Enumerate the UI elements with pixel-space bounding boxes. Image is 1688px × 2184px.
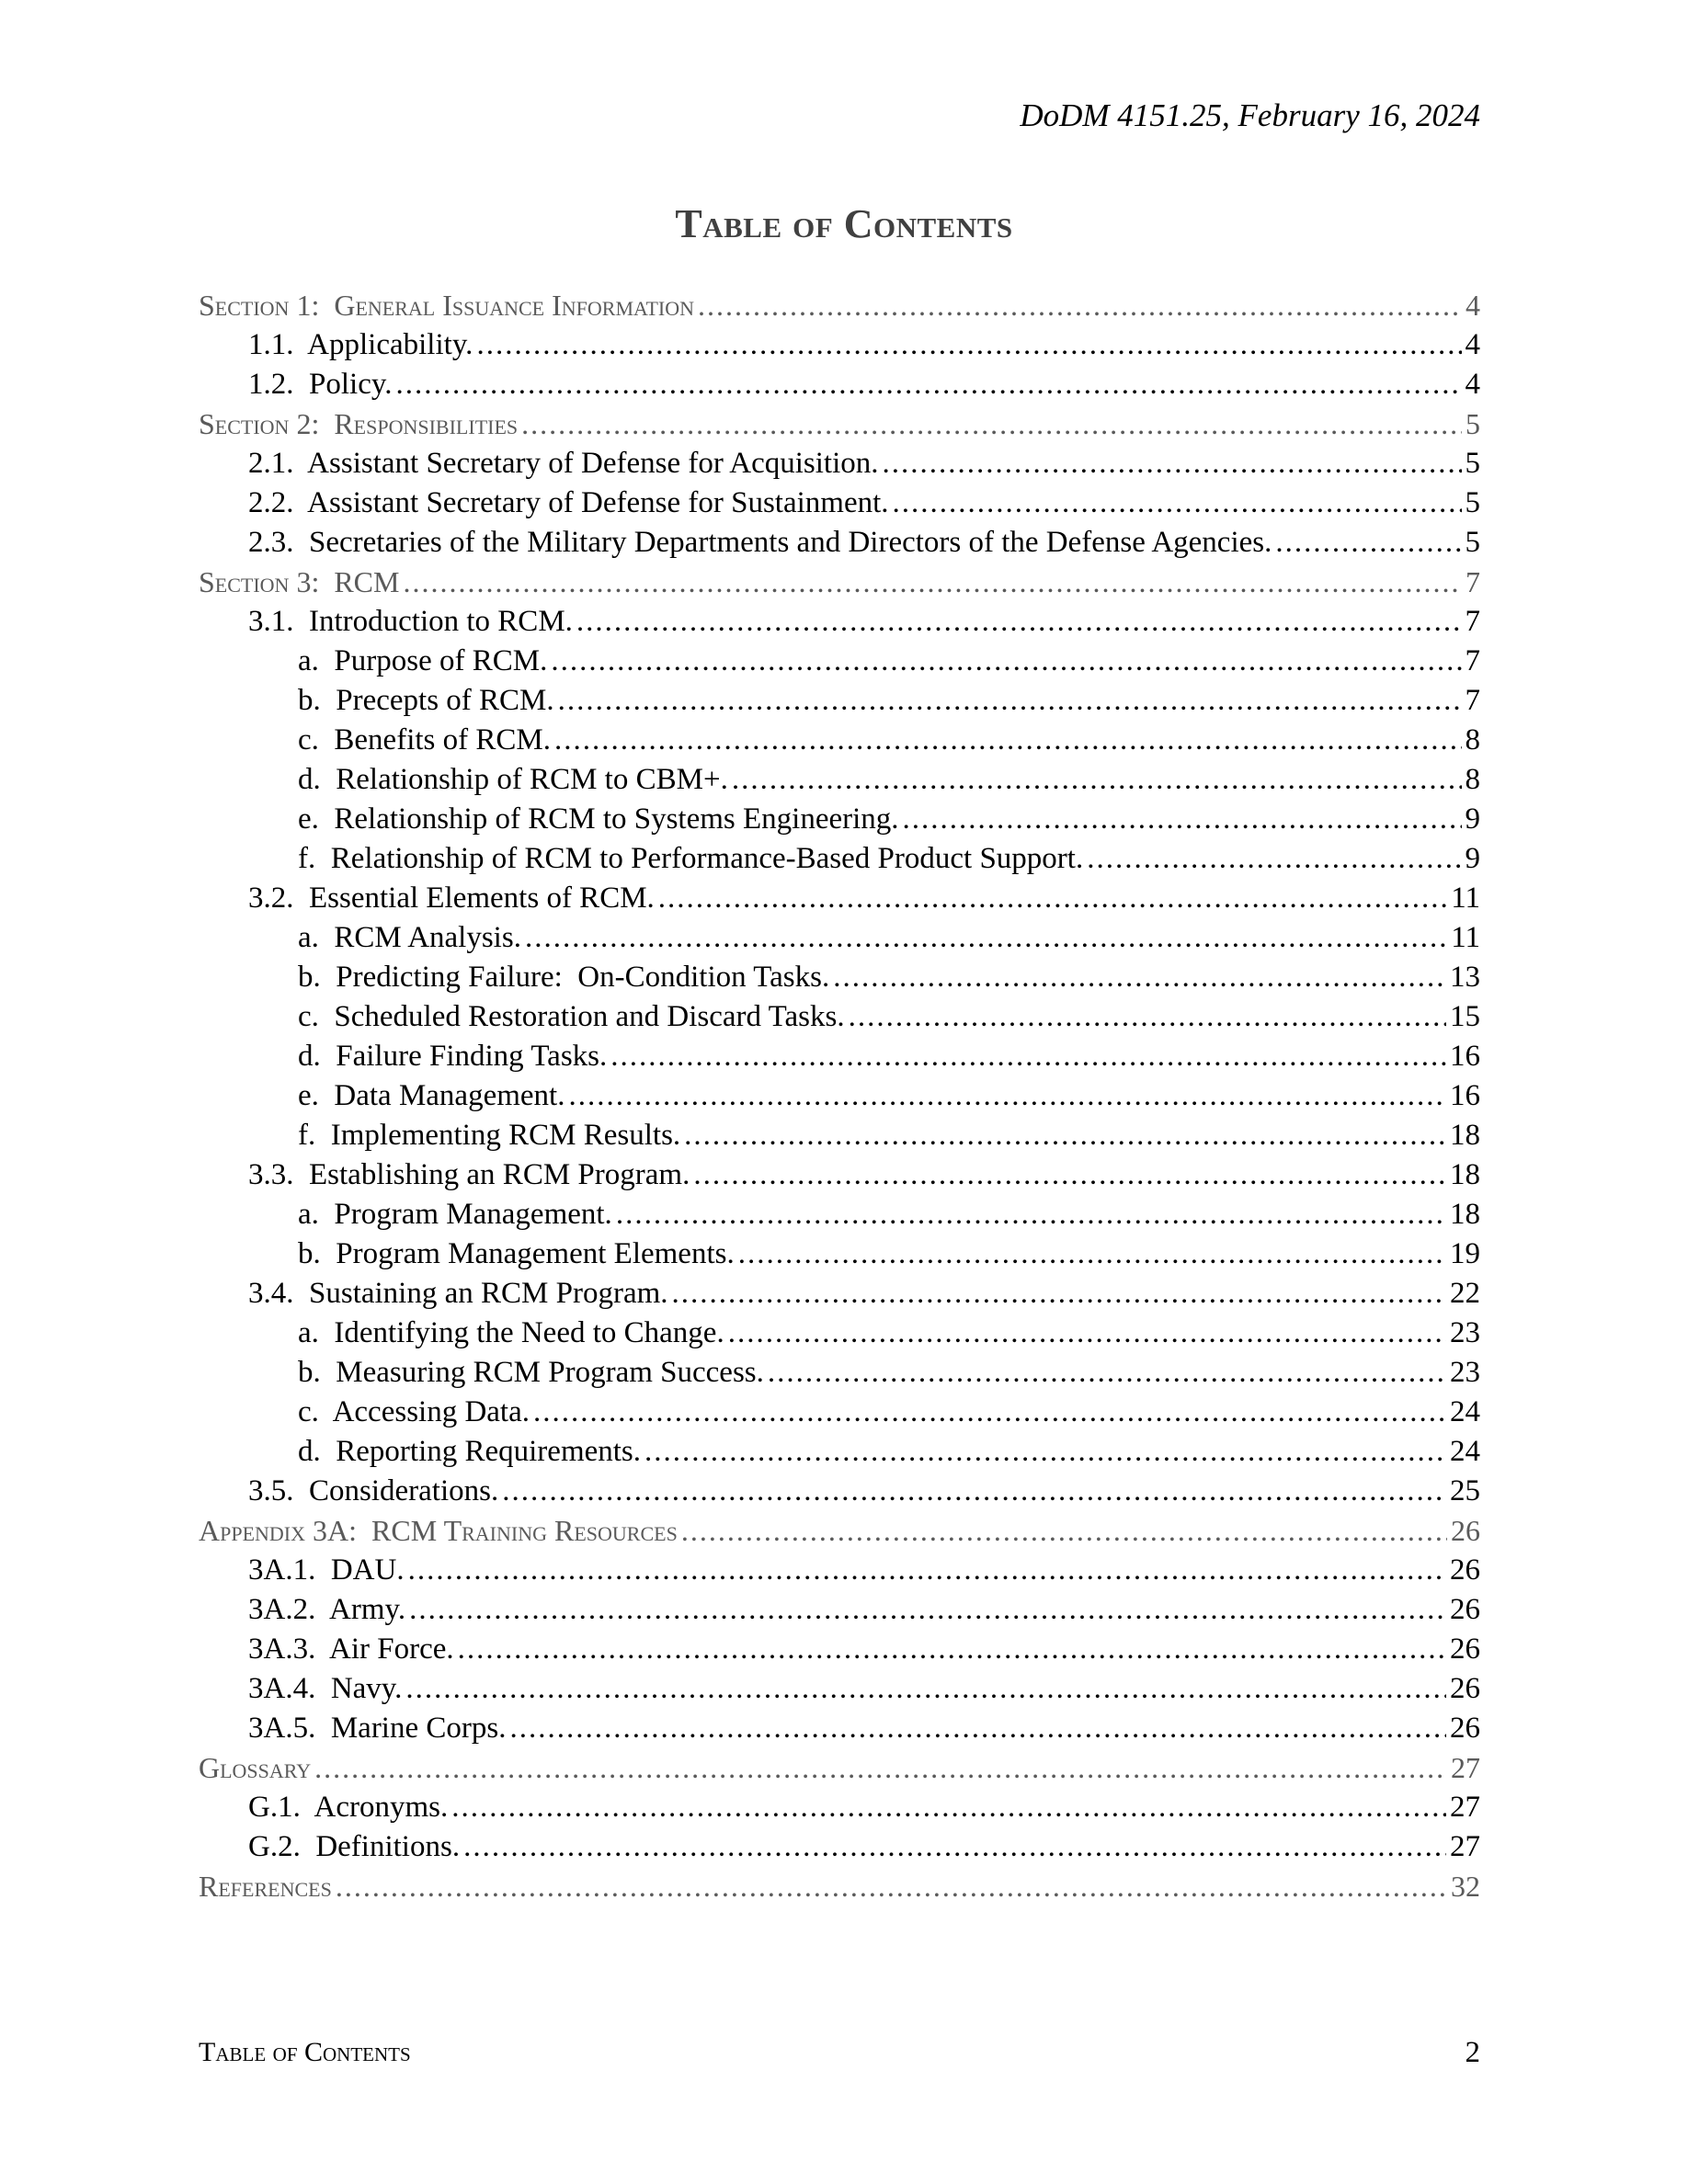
toc-entry-page-number: 11	[1451, 921, 1480, 954]
toc-dot-leader	[1087, 839, 1461, 879]
toc-entry-title: f. Relationship of RCM to Performance-Based Product Support.	[298, 842, 1084, 875]
toc-entry[interactable]	[199, 642, 1480, 681]
toc-dot-leader	[849, 997, 1446, 1037]
toc-entry[interactable]	[199, 1432, 1480, 1472]
toc-entry-title: b. Predicting Failure: On-Condition Tasks.	[298, 961, 830, 994]
toc-dot-leader	[458, 1630, 1446, 1669]
toc-dot-leader	[658, 879, 1447, 918]
toc-dot-leader	[738, 1234, 1446, 1274]
toc-entry-title: b. Measuring RCM Program Success.	[298, 1356, 764, 1389]
toc-entry-page-number: 8	[1465, 723, 1480, 756]
toc-entry[interactable]	[199, 483, 1480, 523]
toc-dot-leader	[476, 325, 1461, 365]
toc-entry-title: d. Reporting Requirements.	[298, 1435, 642, 1468]
toc-entry-page-number: 16	[1450, 1040, 1480, 1073]
toc-entry[interactable]	[199, 721, 1480, 760]
toc-entry-page-number: 7	[1466, 565, 1480, 598]
toc-entry[interactable]	[199, 997, 1480, 1037]
toc-section-entry[interactable]	[199, 1748, 1480, 1788]
toc-entry-page-number: 4	[1466, 289, 1480, 322]
toc-entry-page-number: 16	[1450, 1079, 1480, 1112]
toc-entry-page-number: 26	[1450, 1712, 1480, 1745]
toc-entry-title: 3.1. Introduction to RCM.	[248, 605, 573, 638]
toc-entry[interactable]	[199, 602, 1480, 642]
toc-entry[interactable]	[199, 1234, 1480, 1274]
toc-entry-title: 3A.2. Army.	[248, 1593, 406, 1626]
toc-entry-page-number: 26	[1450, 1553, 1480, 1587]
toc-entry[interactable]	[199, 365, 1480, 404]
toc-dot-leader	[336, 1867, 1447, 1906]
toc-entry-title: 3.4. Sustaining an RCM Program.	[248, 1277, 668, 1310]
toc-section-entry[interactable]	[199, 286, 1480, 325]
toc-entry-title: Glossary	[199, 1751, 312, 1784]
toc-entry-title: 3A.1. DAU.	[248, 1553, 405, 1587]
toc-entry-title: d. Relationship of RCM to CBM+.	[298, 763, 728, 796]
toc-dot-leader	[451, 1788, 1446, 1827]
toc-entry-title: a. Purpose of RCM.	[298, 644, 548, 677]
toc-dot-leader	[672, 1274, 1446, 1314]
toc-section-entry[interactable]	[199, 1867, 1480, 1906]
toc-entry-page-number: 32	[1451, 1870, 1480, 1903]
toc-entry-page-number: 13	[1450, 961, 1480, 994]
toc-dot-leader	[698, 286, 1462, 325]
toc-entry-page-number: 5	[1465, 486, 1480, 519]
toc-dot-leader	[1275, 523, 1461, 563]
toc-entry-page-number: 11	[1451, 882, 1480, 915]
toc-entry-title: Section 1: General Issuance Information	[199, 289, 695, 322]
toc-entry-page-number: 27	[1450, 1791, 1480, 1824]
toc-entry[interactable]	[199, 1314, 1480, 1353]
toc-entry-title: 3A.4. Navy.	[248, 1672, 403, 1705]
toc-entry-title: G.2. Definitions.	[248, 1830, 461, 1863]
toc-entry-title: 3.5. Considerations.	[248, 1474, 499, 1507]
toc-entry-page-number: 24	[1450, 1395, 1480, 1428]
toc-entry[interactable]	[199, 1076, 1480, 1116]
toc-dot-leader	[610, 1037, 1446, 1076]
toc-entry-title: d. Failure Finding Tasks.	[298, 1040, 608, 1073]
toc-entry[interactable]	[199, 1590, 1480, 1630]
toc-entry[interactable]	[199, 1551, 1480, 1590]
toc-entry-page-number: 27	[1450, 1830, 1480, 1863]
toc-dot-leader	[903, 800, 1462, 839]
document-header: DoDM 4151.25, February 16, 2024	[1020, 97, 1480, 133]
toc-section-entry[interactable]	[199, 563, 1480, 602]
toc-entry-page-number: 23	[1450, 1316, 1480, 1349]
toc-entry-title: 1.1. Applicability.	[248, 328, 473, 361]
toc-entry-page-number: 26	[1450, 1593, 1480, 1626]
toc-dot-leader	[502, 1472, 1446, 1511]
toc-entry-page-number: 4	[1465, 368, 1480, 401]
toc-dot-leader	[509, 1709, 1446, 1748]
toc-entry-title: 1.2. Policy.	[248, 368, 393, 401]
toc-section-entry[interactable]	[199, 1511, 1480, 1551]
toc-entry[interactable]	[199, 444, 1480, 483]
toc-entry[interactable]	[199, 1669, 1480, 1709]
toc-dot-leader	[768, 1353, 1446, 1393]
toc-entry-page-number: 15	[1450, 1000, 1480, 1033]
toc-entry-title: G.1. Acronyms.	[248, 1791, 449, 1824]
toc-dot-leader	[681, 1511, 1447, 1551]
toc-entry-page-number: 7	[1465, 605, 1480, 638]
toc-dot-leader	[408, 1551, 1446, 1590]
toc-dot-leader	[314, 1748, 1447, 1788]
toc-entry-title: a. Program Management.	[298, 1198, 612, 1231]
toc-entry-title: 3.3. Establishing an RCM Program.	[248, 1158, 690, 1191]
toc-dot-leader	[409, 1590, 1446, 1630]
toc-dot-leader	[558, 681, 1462, 721]
toc-dot-leader	[554, 721, 1462, 760]
toc-entry-title: 3A.5. Marine Corps.	[248, 1712, 507, 1745]
toc-entry[interactable]	[199, 1709, 1480, 1748]
toc-dot-leader	[893, 483, 1462, 523]
toc-dot-leader	[728, 1314, 1446, 1353]
table-of-contents	[199, 286, 1480, 1906]
toc-entry-page-number: 24	[1450, 1435, 1480, 1468]
toc-entry-page-number: 8	[1465, 763, 1480, 796]
toc-entry[interactable]	[199, 1116, 1480, 1155]
toc-entry-page-number: 26	[1450, 1672, 1480, 1705]
toc-entry-page-number: 5	[1465, 526, 1480, 559]
toc-entry[interactable]	[199, 681, 1480, 721]
toc-entry[interactable]	[199, 1274, 1480, 1314]
toc-entry-page-number: 25	[1450, 1474, 1480, 1507]
toc-entry[interactable]	[199, 1353, 1480, 1393]
toc-dot-leader	[533, 1393, 1446, 1432]
toc-entry-page-number: 5	[1465, 447, 1480, 480]
toc-entry-title: 2.1. Assistant Secretary of Defense for Acquisition.	[248, 447, 879, 480]
toc-entry-page-number: 23	[1450, 1356, 1480, 1389]
toc-entry-title: 2.3. Secretaries of the Military Departments and Directors of the Defense Agencies.	[248, 526, 1272, 559]
toc-entry-page-number: 5	[1466, 407, 1480, 440]
toc-dot-leader	[883, 444, 1462, 483]
toc-entry[interactable]	[199, 879, 1480, 918]
toc-entry-page-number: 9	[1465, 842, 1480, 875]
footer-page-number: 2	[1465, 2036, 1480, 2069]
toc-entry-page-number: 7	[1465, 684, 1480, 717]
toc-entry[interactable]	[199, 1827, 1480, 1867]
toc-dot-leader	[403, 563, 1462, 602]
toc-entry[interactable]	[199, 918, 1480, 958]
toc-entry[interactable]	[199, 523, 1480, 563]
toc-entry[interactable]	[199, 800, 1480, 839]
toc-entry-page-number: 26	[1450, 1632, 1480, 1666]
toc-entry-title: c. Accessing Data.	[298, 1395, 530, 1428]
toc-entry[interactable]	[199, 1195, 1480, 1234]
toc-dot-leader	[395, 365, 1461, 404]
toc-entry-page-number: 7	[1465, 644, 1480, 677]
toc-entry-page-number: 18	[1450, 1119, 1480, 1152]
toc-entry-title: e. Data Management.	[298, 1079, 565, 1112]
toc-dot-leader	[525, 918, 1447, 958]
footer-section-label: Table of Contents	[199, 2037, 411, 2067]
toc-entry-page-number: 18	[1450, 1198, 1480, 1231]
toc-entry-title: a. Identifying the Need to Change.	[298, 1316, 724, 1349]
toc-entry-title: 3A.3. Air Force.	[248, 1632, 454, 1666]
toc-dot-leader	[616, 1195, 1446, 1234]
toc-dot-leader	[551, 642, 1461, 681]
toc-entry-title: Appendix 3A: RCM Training Resources	[199, 1514, 678, 1547]
toc-entry-page-number: 27	[1451, 1751, 1480, 1784]
toc-entry[interactable]	[199, 760, 1480, 800]
toc-entry-title: 3.2. Essential Elements of RCM.	[248, 882, 655, 915]
toc-entry-page-number: 9	[1465, 802, 1480, 836]
toc-dot-leader	[576, 602, 1462, 642]
toc-entry-title: b. Program Management Elements.	[298, 1237, 735, 1270]
toc-entry-title: c. Benefits of RCM.	[298, 723, 551, 756]
toc-entry-page-number: 22	[1450, 1277, 1480, 1310]
toc-dot-leader	[732, 760, 1462, 800]
toc-entry-title: References	[199, 1870, 332, 1903]
toc-entry-title: c. Scheduled Restoration and Discard Tasks.	[298, 1000, 845, 1033]
toc-entry[interactable]	[199, 839, 1480, 879]
toc-section-entry[interactable]	[199, 404, 1480, 444]
toc-entry[interactable]	[199, 325, 1480, 365]
toc-dot-leader	[463, 1827, 1446, 1867]
toc-entry-page-number: 19	[1450, 1237, 1480, 1270]
toc-dot-leader	[405, 1669, 1446, 1709]
toc-entry-title: Section 3: RCM	[199, 565, 400, 598]
toc-entry[interactable]	[199, 1037, 1480, 1076]
toc-entry-title: Section 2: Responsibilities	[199, 407, 519, 440]
page-title: Table of Contents	[675, 201, 1013, 246]
toc-dot-leader	[521, 404, 1462, 444]
toc-entry-page-number: 4	[1465, 328, 1480, 361]
toc-entry[interactable]	[199, 958, 1480, 997]
toc-dot-leader	[568, 1076, 1446, 1116]
toc-dot-leader	[644, 1432, 1446, 1472]
toc-entry-title: e. Relationship of RCM to Systems Engineering.	[298, 802, 899, 836]
toc-entry[interactable]	[199, 1788, 1480, 1827]
toc-entry-page-number: 26	[1451, 1514, 1480, 1547]
toc-entry-title: 2.2. Assistant Secretary of Defense for Sustainment.	[248, 486, 889, 519]
toc-entry[interactable]	[199, 1393, 1480, 1432]
toc-entry-title: f. Implementing RCM Results.	[298, 1119, 681, 1152]
toc-entry-page-number: 18	[1450, 1158, 1480, 1191]
toc-entry-title: a. RCM Analysis.	[298, 921, 521, 954]
toc-dot-leader	[693, 1155, 1446, 1195]
toc-entry[interactable]	[199, 1630, 1480, 1669]
toc-entry[interactable]	[199, 1472, 1480, 1511]
toc-dot-leader	[684, 1116, 1446, 1155]
toc-entry-title: b. Precepts of RCM.	[298, 684, 554, 717]
toc-dot-leader	[833, 958, 1446, 997]
toc-entry[interactable]	[199, 1155, 1480, 1195]
